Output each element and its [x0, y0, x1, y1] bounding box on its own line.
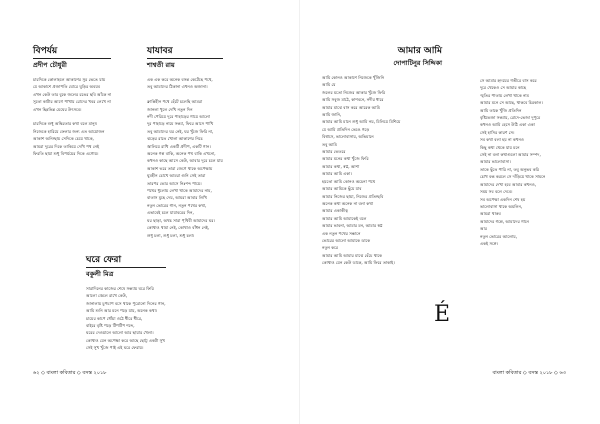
poem-line: আমরা দূরের দিকে তাকিয়ে দেখি পথ নেই	[33, 143, 100, 149]
poem-line: জানলা খুলে দেখি নতুন দিন	[147, 106, 193, 112]
poem-line: যে আমি প্রতিদিন ভেঙে গড়ে	[322, 126, 370, 132]
poem-line: চোখ বন্ধ করলে সে দাঁড়িয়ে থাকে সামনে	[480, 174, 546, 180]
poem-line: আমার কথা, স্বপ্ন, আশা	[322, 163, 360, 169]
poem-line: সময় সব বলে দেবে।	[480, 189, 513, 195]
poem-line: আমার আমি একা।	[322, 171, 352, 177]
poem-line: বাইরে বৃষ্টি পড়ে টিপটিপ শব্দে,	[86, 323, 135, 329]
poem-line: ক্লান্তিহীন পথে হেঁটে চলেছি আমরা	[147, 99, 203, 105]
poem-line: বাতাস মুছে দেয়, আমরা আবার লিখি	[147, 195, 207, 201]
poem-line: কখনও আমি হেসে উঠি একা একা	[480, 122, 535, 128]
poem-line: সব অপেক্ষা একদিন শেষ হয়	[480, 196, 526, 202]
poem-line: তাকে ছুঁতে পারি না, তবু অনুভব করি	[480, 166, 540, 172]
poem-line: নদী পেরিয়ে দূরে পাহাড়ের গায়ে আলো	[147, 114, 210, 120]
poem-line: আমাদের গল্পে, আমাদের গানে	[480, 218, 529, 224]
poem-line: ঘুমহীন চোখে আমরা গুনি সেই তারা	[147, 173, 206, 179]
poem-biparjay	[33, 46, 111, 157]
poem-line: কিছু কথা থেকে যায় মনে	[480, 144, 520, 150]
poem-title: আমার আমি	[397, 46, 442, 56]
poem-line: নিজেকে হারিয়ে ফেলার জন্য এত আয়োজন	[33, 128, 105, 134]
poem-line: আমি সবুজ মাঠে, কাশবনে, নদীর ধারে	[322, 97, 384, 103]
poem-author: দোপাটিনুর সিদ্দিকা	[393, 59, 442, 67]
poem-line: আলো জ্বেলে রাখে কেউ,	[86, 293, 128, 299]
poem-line: সেই হাসির কারণ সে।	[480, 129, 515, 135]
poem-line	[33, 113, 111, 120]
poem-line: সে আমার হৃদয়ের গভীরে বাস করে	[480, 78, 537, 83]
poem-line: আমার আমি আমাকেই বলে	[322, 215, 367, 221]
poem-line: সারাদিনের কাজের শেষে সন্ধ্যায় ঘরে ফিরি	[86, 286, 154, 291]
poem-line: আমার আমি আমার মাঝে বেঁচে থাকে	[322, 252, 383, 258]
poem-line: কোথাও যেন অপেক্ষা করে আছে ছোট্ট একটা সুখ	[86, 337, 165, 343]
poem-lines	[322, 74, 442, 267]
poem-line: এখন ছিন্নভিন্ন মেঘের উৎসবে।	[33, 106, 82, 112]
poem-line: ফিরতি ছায়া শুধু বিপর্যয়ের দিকে এগোয়।	[33, 151, 99, 157]
poem-line: জানালায় চুপচাপ বসে থাকে পুরোনো দিনের গান,	[86, 300, 166, 306]
poem-line: চারদিকে শুধু অস্থিরতার কথা বলে মানুষ	[33, 121, 97, 127]
poem-line: হয়তো আমি কোনও অচেনা পথে	[322, 178, 376, 184]
poem-lines	[147, 76, 223, 239]
poem-line: ভোরের আলো আমাকে ডাকে	[322, 237, 371, 243]
poem-author: শাশ্বতী রায়	[147, 61, 175, 69]
poem-line: স্মৃতির পাতায় লেখা থাকে নাম	[480, 92, 529, 98]
poem-line: আমার নিজের ছায়া, নিজের প্রতিচ্ছবি	[322, 193, 384, 199]
poem-title: যাযাবর	[147, 46, 223, 59]
poem-line: সুতো কাটার আগে পাখায় রোদের খবর লেখে না	[33, 99, 111, 105]
poem-line: এক নতুন পথের সন্ধানে	[322, 230, 361, 236]
poem-line: শুধু চলা, শুধু চলা, শুধু চলা।	[147, 232, 195, 238]
poem-line: কখনও কাছে আসে কেউ, আবার দূরে চলে যায়	[147, 158, 223, 164]
poem-line: জ্বালিয়ে রাখি একটি প্রদীপ, একটি গান।	[147, 143, 211, 149]
poem-line: আমি যে	[322, 82, 336, 88]
poem-line: আমি শুনি আর মনে পড়ে যায়, অনেক কথা।	[86, 308, 158, 314]
poem-line: আকাশ অনিচ্ছায় সেদিকে চেয়ে থাকে,	[33, 136, 94, 142]
poem-title: ঘরে ফেরা	[86, 255, 166, 268]
poem-line: এক এক করে অনেক বসন্ত কেটেছে পথে,	[147, 77, 213, 82]
footer-right: বাংলা কবিতার ◇ বসন্ত ২০১৮ ◇ ৬৩	[492, 370, 566, 376]
poem-line: আমার মনের কথা খুঁজে ফিরি	[322, 156, 369, 162]
poem-line: চারদিকে কোলাহলে আকাশের সুর ভেঙে যায়	[33, 77, 106, 82]
page-gutter	[299, 0, 300, 424]
poem-line: চায়ের কাপে ধোঁয়া ওঠে ধীরে ধীরে,	[86, 315, 143, 321]
poem-line: আমি জানি,	[322, 112, 342, 118]
poem-line: বৃষ্টিভেজা সন্ধ্যায়, রোদে-ভেজা দুপুরে	[480, 115, 541, 121]
poem-amar-ami	[322, 46, 442, 267]
poem-line: আমি তাকে খুঁজি প্রতিদিন	[480, 107, 522, 113]
poem-line: আমার ভালোবাসা।	[480, 159, 511, 165]
poem-jajabar	[147, 46, 223, 239]
poem-line: আমি কোনও আকাশে নিজেকে খুঁজিনি	[322, 75, 385, 80]
poem-line: অনেক কথা অনেক না বলা কথা	[322, 200, 374, 206]
poem-lines	[480, 77, 545, 247]
poem-line: ভালোবাসা থাকে অমলিন,	[480, 203, 523, 209]
poem-line: আমার আমিকে ছুঁয়ে যাব	[322, 186, 362, 192]
footer-left: ৬২ ◇ বাংলা কবিতার ◇ বসন্ত ২০১৮	[33, 370, 107, 376]
poem-line: আকাশ ভরে তারা জেগে থাকে অপেক্ষায়	[147, 165, 213, 171]
poem-title: বিপর্যয়	[33, 46, 111, 59]
poem-line: আমার আমি মানে শুধু আমি নয়, মিলিয়ে মিশিয়ে	[322, 119, 401, 125]
poem-author: বকুলী মিত্র	[86, 270, 114, 278]
poem-line: বিশ্বাসে, ভালোবাসায়, অভিমানে	[322, 134, 374, 140]
poem-author: প্রদীপ চৌধুরী	[33, 61, 67, 69]
poem-line: তবু আমি	[322, 141, 337, 147]
poem-line: নতুন ভোরের গান, নতুন পথের কথা,	[147, 202, 207, 208]
poem-line: নতুন করে	[322, 245, 339, 251]
poem-line: তবু আমাদের ঠিকানা এখনও অজানা।	[147, 84, 208, 90]
poem-line: নতুন ভোরের আলোয়,	[480, 233, 517, 239]
poem-line: তবু আমাদের ঘর নেই, ঘর খুঁজে ফিরি না,	[147, 128, 214, 134]
decorative-glyph: É	[434, 302, 451, 327]
poem-line	[147, 91, 223, 98]
poem-line: আমার ভাবনা, আমার মন, আমার স্বপ্ন	[322, 223, 383, 229]
poem-line: ঘরের দেওয়ালে আলো আর ছায়ার খেলা।	[86, 330, 154, 336]
poem-line: ঘর ছাড়া, অথচ সারা পৃথিবী আমাদের ঘর।	[147, 217, 215, 223]
poem-line: অনেক গল্প বাকি, অনেক পথ বাকি এখনো,	[147, 151, 216, 157]
poem-line: এখন কেউ তার বুকে জলের রঙের ছবি আঁকে না	[33, 91, 112, 97]
poem-line: সেই সুখ খুঁজে পাই এই ঘরে ফেরায়।	[86, 345, 144, 351]
poem-ghore-phera	[86, 255, 166, 352]
poem-line: আমার মাঝে বাস করে আরেক আমি	[322, 104, 380, 110]
poem-line: আর	[480, 226, 488, 232]
poem-line: আমার একাকীত্ব	[322, 208, 348, 214]
poem-line: তারপর ভোর আসে নিঃশব্দ পায়ে।	[147, 180, 202, 186]
poem-line: কোথাও যেন কেউ ডাকে, আমি ফিরে তাকাই।	[322, 260, 395, 266]
poem-line: জলের মতো নিজের আকার খুঁজে ফিরি	[322, 89, 386, 95]
poem-line: একই সঙ্গে।	[480, 240, 498, 246]
poem-line: আমার মনে সে আছে, থাকবে চিরকাল।	[480, 100, 543, 106]
poem-lines	[33, 76, 111, 157]
poem-line: এভাবেই চলে যাযাবরের দিন,	[147, 210, 194, 216]
poem-line: সব কথা বলা হয় না কখনও	[480, 137, 524, 143]
poem-line: যে আকাশে প্রজাপতি ঘোরে ঘুড়ির অবয়ব	[33, 84, 101, 90]
poem-line: আমাদের দেখা হবে আবার কখনও,	[480, 181, 537, 187]
poem-line: দূরে থেকেও সে আমার কাছে	[480, 85, 527, 91]
poem-lines	[86, 285, 166, 352]
poem-line: ঝড়ের রাতে খোলা আকাশের নিচে	[147, 136, 203, 142]
poem-line: সেই না বলা কথাগুলো আমার সম্পদ,	[480, 152, 541, 158]
poem-line: কোথাও থামা নেই, কোথাও বাঁধন নেই,	[147, 225, 210, 231]
poem-continuation	[480, 71, 545, 247]
poem-line: আমার ভেতরে	[322, 149, 346, 155]
poem-line: দূর পাহাড়ে নামে সন্ধ্যা, ফিরে আসে পাখি	[147, 121, 214, 127]
poem-line: আমরা থাকব	[480, 211, 501, 217]
poem-line: পথের ধুলোয় লেখা থাকে আমাদের নাম,	[147, 188, 212, 194]
